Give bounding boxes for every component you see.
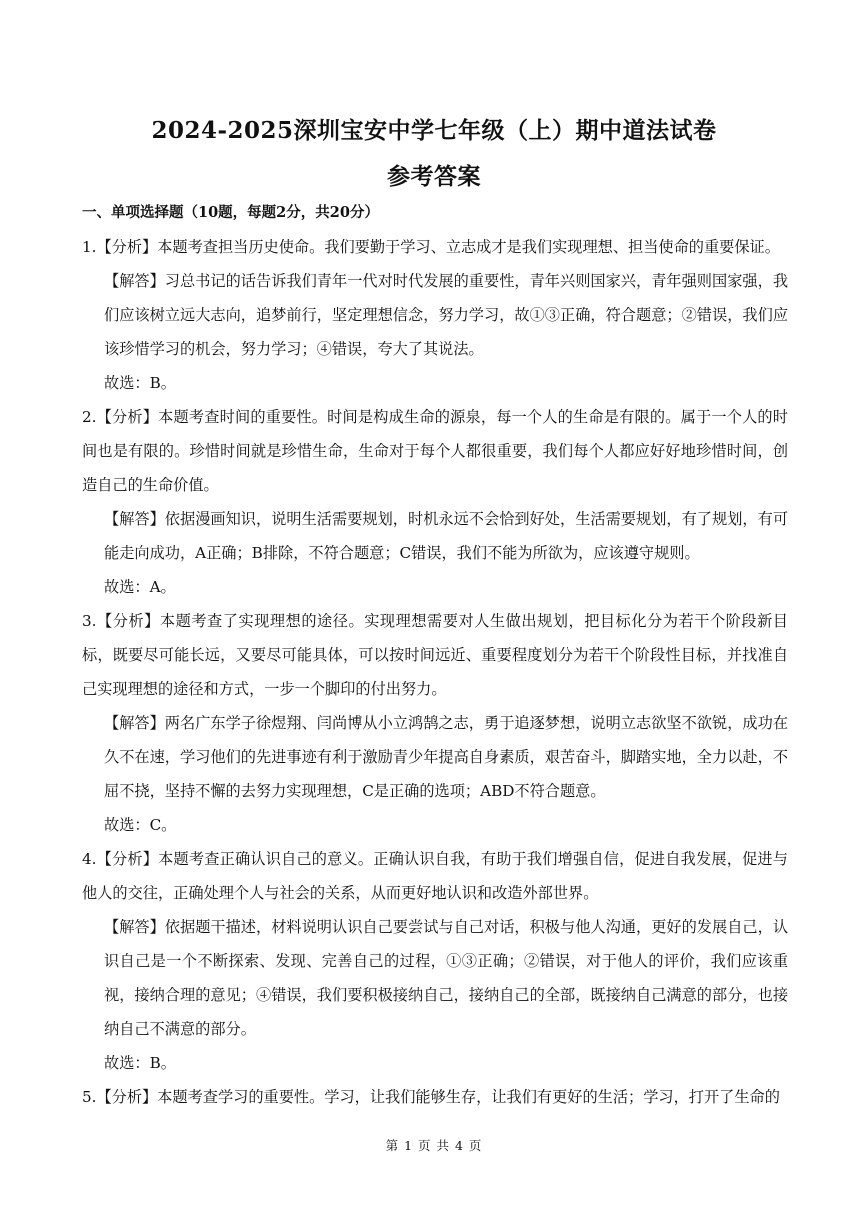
q4-choice: 故选：B。: [104, 1054, 176, 1072]
q1-analysis: 1.【分析】本题考查担当历史使命。我们要勤于学习、立志成才是我们实现理想、担当使命的重要保证。: [82, 238, 780, 256]
q1-choice: 故选：B。: [104, 374, 176, 392]
section-heading: 一、单项选择题（10题，每题2分，共20分）: [82, 204, 379, 221]
q2-choice: 故选：A。: [104, 578, 176, 596]
document-title: 2024-2025深圳宝安中学七年级（上）期中道法试卷: [151, 117, 717, 144]
q4-answer: 【解答】依据题干描述，材料说明认识自己要尝试与自己对话，积极与他人沟通，更好的发展自己，认识自己是一个不断探索、发现、完善自己的过程，①③正确；②错误，对于他人的评价，我们应该重视，接纳合理的意见；④错误，我们要积极接纳自己，接纳自己的全部，既接纳自己满意的部分，也接纳自己不满意的部分。: [104, 918, 788, 1038]
q3-answer: 【解答】两名广东学子徐煜翔、闫尚博从小立鸿鹄之志，勇于追逐梦想，说明立志欲坚不欲锐，成功在久不在速，学习他们的先进事迹有利于激励青少年提高自身素质，艰苦奋斗，脚踏实地，全力以赴，不屈不挠，坚持不懈的去努力实现理想，C是正确的选项；ABD不符合题意。: [104, 714, 788, 800]
q3-analysis: 3.【分析】本题考查了实现理想的途径。实现理想需要对人生做出规划，把目标化分为若干个阶段新目标，既要尽可能长远，又要尽可能具体，可以按时间远近、重要程度划分为若干个阶段性目标，并找准自己实现理想的途径和方式，一步一个脚印的付出努力。: [82, 612, 788, 698]
q4-analysis: 4.【分析】本题考查正确认识自己的意义。正确认识自我，有助于我们增强自信，促进自我发展，促进与他人的交往，正确处理个人与社会的关系，从而更好地认识和改造外部世界。: [82, 850, 788, 902]
q3-choice: 故选：C。: [104, 816, 177, 834]
q5-analysis: 5.【分析】本题考查学习的重要性。学习，让我们能够生存，让我们有更好的生活；学习，打开了生命的: [82, 1088, 780, 1106]
q2-analysis: 2.【分析】本题考查时间的重要性。时间是构成生命的源泉，每一个人的生命是有限的。属于一个人的时间也是有限的。珍惜时间就是珍惜生命，生命对于每个人都很重要，我们每个人都应好好地珍惜时间，创造自己的生命价值。: [82, 408, 788, 494]
q1-answer: 【解答】习总书记的话告诉我们青年一代对时代发展的重要性，青年兴则国家兴，青年强则国家强，我们应该树立远大志向，追梦前行，坚定理想信念，努力学习，故①③正确，符合题意；②错误，我们应该珍惜学习的机会，努力学习；④错误，夸大了其说法。: [104, 272, 788, 358]
document-subtitle: 参考答案: [387, 163, 481, 190]
page-footer: 第 1 页 共 4 页: [385, 1138, 483, 1153]
q2-answer: 【解答】依据漫画知识，说明生活需要规划，时机永远不会恰到好处，生活需要规划，有了规划，有可能走向成功，A正确；B排除，不符合题意；C错误，我们不能为所欲为，应该遵守规则。: [104, 510, 788, 562]
